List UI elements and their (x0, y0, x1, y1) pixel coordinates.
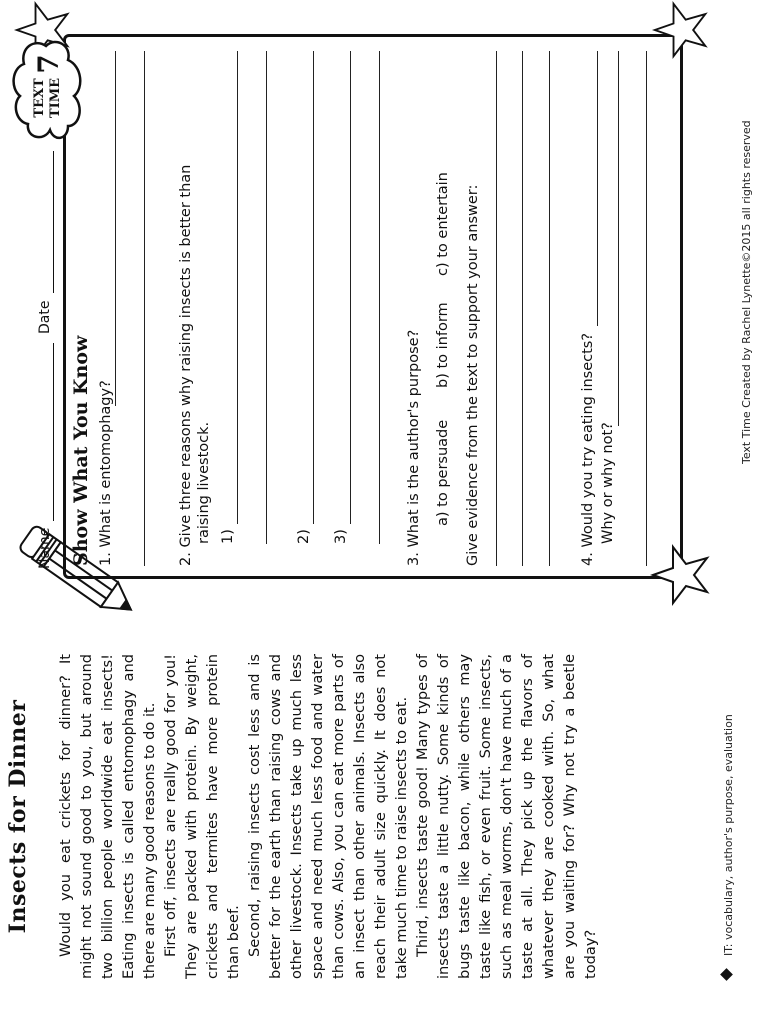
answer-line[interactable] (549, 51, 550, 566)
star-icon (650, 1, 712, 59)
worksheet-title: Show What You Know (70, 335, 92, 566)
answer-line[interactable] (350, 51, 351, 524)
skills-text: IT: vocabulary, author's purpose, evaluation (722, 714, 735, 956)
reading-passage (5, 654, 599, 979)
reason-2-label: 2) (296, 529, 312, 544)
name-label: Name (37, 527, 53, 569)
passage-paragraph: Third, insects taste good! Many types of insects taste a little nutty. Some kinds of bugs taste like bacon, while others may taste like fish, or even fruit. Some insects, such as meal worms, don't have much of a taste at all. They pick up the flavors of whatever they are cooked with. So, what are you waiting for? Why not try a beetle today? (414, 654, 599, 979)
question-2-line1: 2. Give three reasons why raising insects is better than (178, 164, 194, 566)
badge-text-line1: TEXT (32, 78, 47, 118)
question-4-line1: 4. Would you try eating insects? (580, 332, 596, 566)
question-3: 3. What is the author's purpose? (406, 329, 422, 566)
passage-paragraph: Would you eat crickets for dinner? It might not sound good to you, but around two billion people worldwide eat insects! Eating insects is called entomophagy and there are many good reasons to do it. (57, 654, 158, 979)
skills-footer (722, 714, 735, 979)
answer-line[interactable] (237, 51, 238, 524)
answer-line[interactable] (522, 51, 523, 566)
date-label: Date (37, 300, 53, 334)
choice-c[interactable]: c) to entertain (435, 172, 451, 276)
passage-paragraph: First off, insects are really good for you! They are packed with protein. By weight, crickets and termites have more protein than beef. (162, 654, 242, 979)
choice-a[interactable]: a) to persuade (435, 419, 451, 526)
date-field[interactable] (53, 151, 54, 293)
answer-line[interactable] (597, 51, 598, 326)
reason-3-label: 3) (333, 529, 349, 544)
star-icon (650, 544, 712, 606)
reason-1-label: 1) (220, 529, 236, 544)
question-4-line2: Why or why not? (600, 422, 616, 544)
diamond-bullet-icon (720, 968, 733, 981)
badge-number: 7 (32, 54, 65, 74)
passage-text (55, 654, 601, 979)
question-1: 1. What is entomophagy? (98, 380, 114, 566)
text-time-badge (10, 36, 86, 144)
badge-text-line2: TIME (48, 77, 63, 119)
copyright-footer: Text Time Created by Rachel Lynette©2015 all rights reserved (740, 120, 753, 464)
choice-b[interactable]: b) to inform (435, 302, 451, 388)
evidence-prompt: Give evidence from the text to support your answer: (465, 184, 481, 566)
answer-line[interactable] (266, 51, 267, 544)
answer-line[interactable] (313, 51, 314, 524)
answer-line[interactable] (618, 51, 619, 426)
answer-line[interactable] (496, 51, 497, 566)
answer-line[interactable] (379, 51, 380, 544)
answer-line[interactable] (646, 51, 647, 566)
passage-paragraph: Second, raising insects cost less and is better for the earth than raising cows and other livestock. Insects take up much less space and need much less food and water than cows. Also, you can eat more parts of an insect than other animals. Insects also reach their adult size quickly. It does not take much time to raise insects to eat. (246, 654, 410, 979)
answer-line[interactable] (144, 51, 145, 566)
answer-line[interactable] (115, 51, 116, 406)
question-2-line2: raising livestock. (196, 421, 212, 544)
passage-title: Insects for Dinner (5, 699, 31, 934)
name-field[interactable] (53, 343, 54, 521)
